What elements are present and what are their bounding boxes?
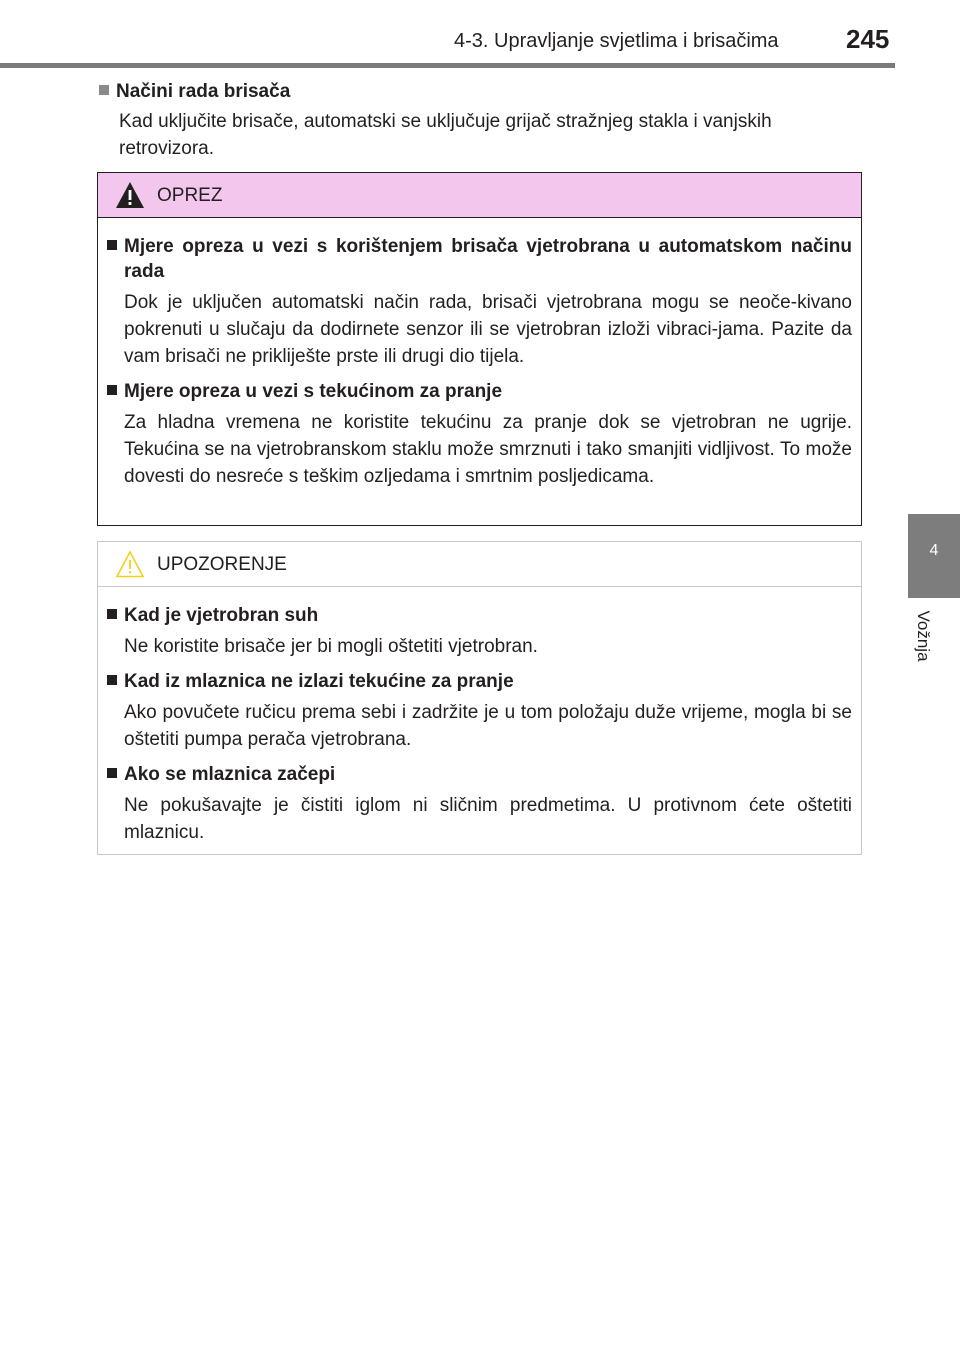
caution-item — [107, 379, 852, 490]
intro-section — [99, 80, 869, 162]
notice-label: UPOZORENJE — [157, 554, 287, 575]
notice-item-text: Ako povučete ručicu prema sebi i zadržite je u tom položaju duže vrijeme, mogla bi se oštetiti pumpa perača vjetrobrana. — [124, 702, 852, 750]
notice-item-title-text: Kad je vjetrobran suh — [124, 605, 319, 626]
notice-item — [107, 762, 852, 846]
caution-item-text: Dok je uključen automatski način rada, brisači vjetrobrana mogu se neoče-kivano pokrenuti u slučaju da dodirnete senzor ili se vjetrobran izloži vibraci-jama. Pazite da vam brisači ne priklijеšte prste ili drugi dio tijela. — [124, 292, 852, 367]
page-number: 245 — [846, 24, 890, 54]
chapter-label: Vožnja — [914, 610, 933, 662]
caution-item-title-text: Mjere opreza u vezi s korištenjem brisača vjetrobrana u automatskom načinu rada — [124, 236, 852, 282]
caution-label: OPREZ — [157, 185, 223, 206]
notice-header — [98, 542, 861, 587]
square-bullet-icon — [107, 609, 117, 619]
notice-item-text: Ne pokušavajte je čistiti iglom ni sličnim predmetima. U protivnom ćete oštetiti mlaznicu. — [124, 795, 852, 843]
notice-item-title — [107, 762, 852, 787]
notice-body — [98, 587, 861, 846]
square-bullet-icon — [99, 85, 109, 95]
warning-outline-icon — [115, 550, 145, 578]
notice-item — [107, 669, 852, 753]
caution-body — [98, 218, 861, 490]
square-bullet-icon — [107, 385, 117, 395]
header-rule — [0, 63, 895, 68]
caution-header — [98, 173, 861, 218]
section-title: 4-3. Upravljanje svjetlima i brisačima — [454, 30, 779, 52]
notice-item-text: Ne koristite brisače jer bi mogli oštetiti vjetrobran. — [124, 636, 538, 657]
caution-item — [107, 234, 852, 370]
caution-item-title — [107, 234, 852, 284]
caution-item-text: Za hladna vremena ne koristite tekućinu za pranje dok se vjetrobran ne ugrije. Tekućina se na vjetrobranskom staklu može smrznuti i tako smanjiti vidljivost. To može dovesti do nesreće s teškim ozljedama i smrtnim posljedicama. — [124, 412, 852, 487]
notice-item-title-text: Kad iz mlaznica ne izlazi tekućine za pranje — [124, 671, 514, 692]
caution-item-title-text: Mjere opreza u vezi s tekućinom za pranje — [124, 381, 503, 402]
notice-box — [97, 541, 862, 855]
notice-item-title — [107, 603, 852, 628]
square-bullet-icon — [107, 768, 117, 778]
caution-box — [97, 172, 862, 526]
notice-item-title-text: Ako se mlaznica začepi — [124, 764, 336, 785]
intro-heading-text: Načini rada brisača — [116, 81, 291, 102]
square-bullet-icon — [107, 240, 117, 250]
intro-text: Kad uključite brisače, automatski se uključuje grijač stražnjeg stakla i vanjskih retrovizora. — [119, 111, 772, 159]
page-header — [0, 0, 960, 70]
notice-item — [107, 603, 852, 660]
square-bullet-icon — [107, 675, 117, 685]
intro-heading — [99, 80, 869, 104]
notice-item-title — [107, 669, 852, 694]
caution-item-title — [107, 379, 852, 404]
chapter-tab[interactable]: 4 — [908, 514, 960, 598]
warning-triangle-icon — [115, 181, 145, 209]
